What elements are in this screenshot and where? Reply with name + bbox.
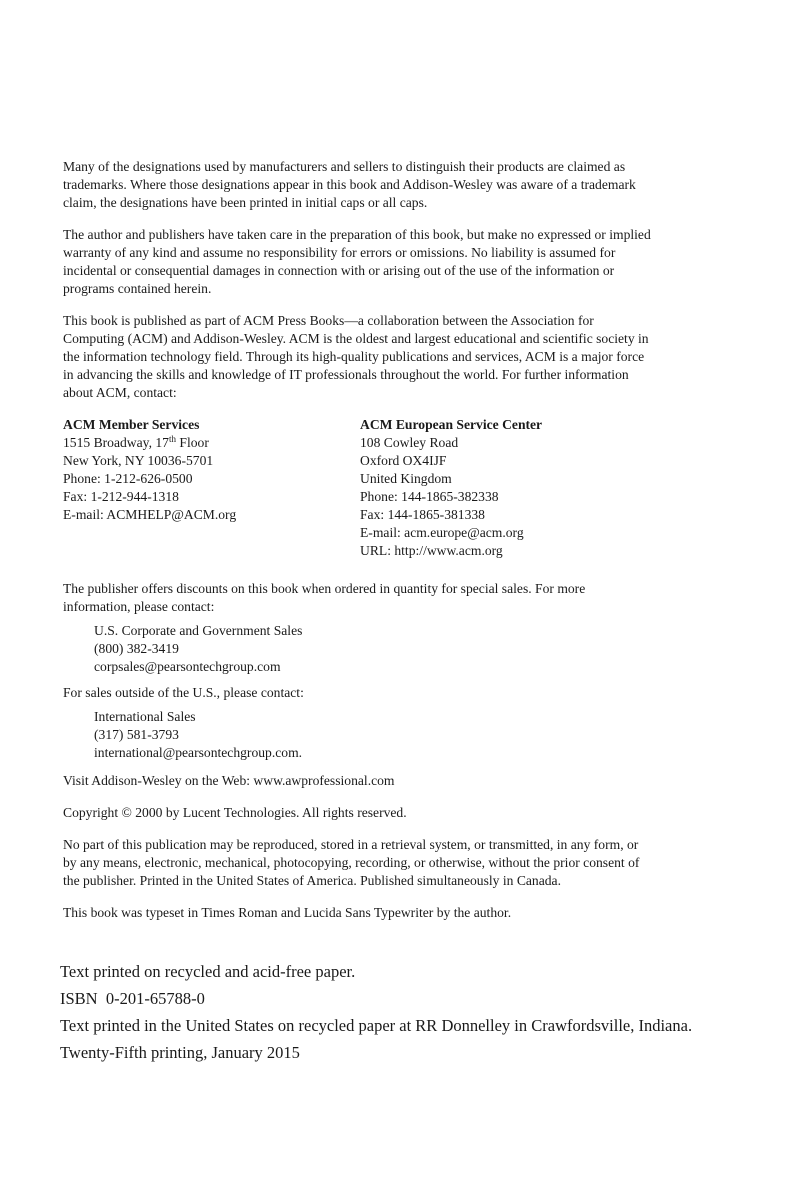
- contact-name: U.S. Corporate and Government Sales: [94, 623, 303, 638]
- reproduction-notice: No part of this publication may be reproduced, stored in a retrieval system, or transmitted, in any form, or by any means, electronic, mechanical, photocopying, recording, or otherwise, without the prior consent of the publisher. Printed in the United States of America. Published simultaneously in Canada.: [63, 837, 640, 888]
- address-street: 108 Cowley Road: [360, 435, 459, 450]
- typeset-note: This book was typeset in Times Roman and Lucida Sans Typewriter by the author.: [63, 905, 512, 920]
- address-fax: Fax: 1-212-944-1318: [63, 489, 179, 504]
- address-city: New York, NY 10036-5701: [63, 453, 214, 468]
- address-street: 1515 Broadway, 17th Floor: [63, 434, 209, 450]
- acm-european-service-address: [360, 416, 660, 560]
- web-address: Visit Addison-Wesley on the Web: www.awprofessional.com: [63, 773, 395, 788]
- address-country: United Kingdom: [360, 471, 452, 486]
- address-email: E-mail: ACMHELP@ACM.org: [63, 507, 237, 522]
- liability-disclaimer: The author and publishers have taken care in the preparation of this book, but make no expressed or implied warranty of any kind and assume no responsibility for errors or omissions. No liability is assumed for incidental or consequential damages in connection with or arising out of the use of the information or programs contained herein.: [63, 227, 651, 296]
- copyright-line: Copyright © 2000 by Lucent Technologies. All rights reserved.: [63, 805, 407, 820]
- recycled-paper-note: Text printed on recycled and acid-free paper.: [60, 962, 356, 981]
- international-sales-contact: [63, 708, 763, 762]
- printing-info: [60, 960, 790, 1068]
- acm-contacts: [63, 416, 763, 560]
- contact-email: international@pearsontechgroup.com.: [94, 745, 303, 760]
- contact-phone: (317) 581-3793: [94, 727, 179, 742]
- address-heading: ACM European Service Center: [360, 417, 543, 432]
- address-heading: ACM Member Services: [63, 417, 200, 432]
- address-phone: Phone: 1-212-626-0500: [63, 471, 193, 486]
- us-sales-contact: [63, 622, 763, 676]
- address-phone: Phone: 144-1865-382338: [360, 489, 499, 504]
- contact-phone: (800) 382-3419: [94, 641, 179, 656]
- acm-member-services-address: [63, 416, 360, 560]
- contact-name: International Sales: [94, 709, 196, 724]
- page-body: [63, 158, 763, 936]
- isbn: ISBN 0-201-65788-0: [60, 989, 205, 1008]
- address-fax: Fax: 144-1865-381338: [360, 507, 485, 522]
- address-city: Oxford OX4IJF: [360, 453, 447, 468]
- address-url: URL: http://www.acm.org: [360, 543, 503, 558]
- contact-email: corpsales@pearsontechgroup.com: [94, 659, 281, 674]
- acm-press-description: This book is published as part of ACM Press Books—a collaboration between the Association for Computing (ACM) and Addison-Wesley. ACM is the oldest and largest educational and scientific society in the information technology field. Through its high-quality publications and services, ACM is a major force in advancing the skills and knowledge of IT professionals throughout the world. For further information about ACM, contact:: [63, 313, 649, 400]
- discounts-intro: The publisher offers discounts on this book when ordered in quantity for special sales. For more information, please contact:: [63, 581, 586, 614]
- trademark-notice: Many of the designations used by manufacturers and sellers to distinguish their products are claimed as trademarks. Where those designations appear in this book and Addison-Wesley was aware of a trademark claim, the designations have been printed in initial caps or all caps.: [63, 159, 636, 210]
- outside-us-intro: For sales outside of the U.S., please contact:: [63, 685, 304, 700]
- printing-edition: Twenty-Fifth printing, January 2015: [60, 1043, 300, 1062]
- address-email: E-mail: acm.europe@acm.org: [360, 525, 524, 540]
- printer-note: Text printed in the United States on recycled paper at RR Donnelley in Crawfordsville, Indiana.: [60, 1016, 693, 1035]
